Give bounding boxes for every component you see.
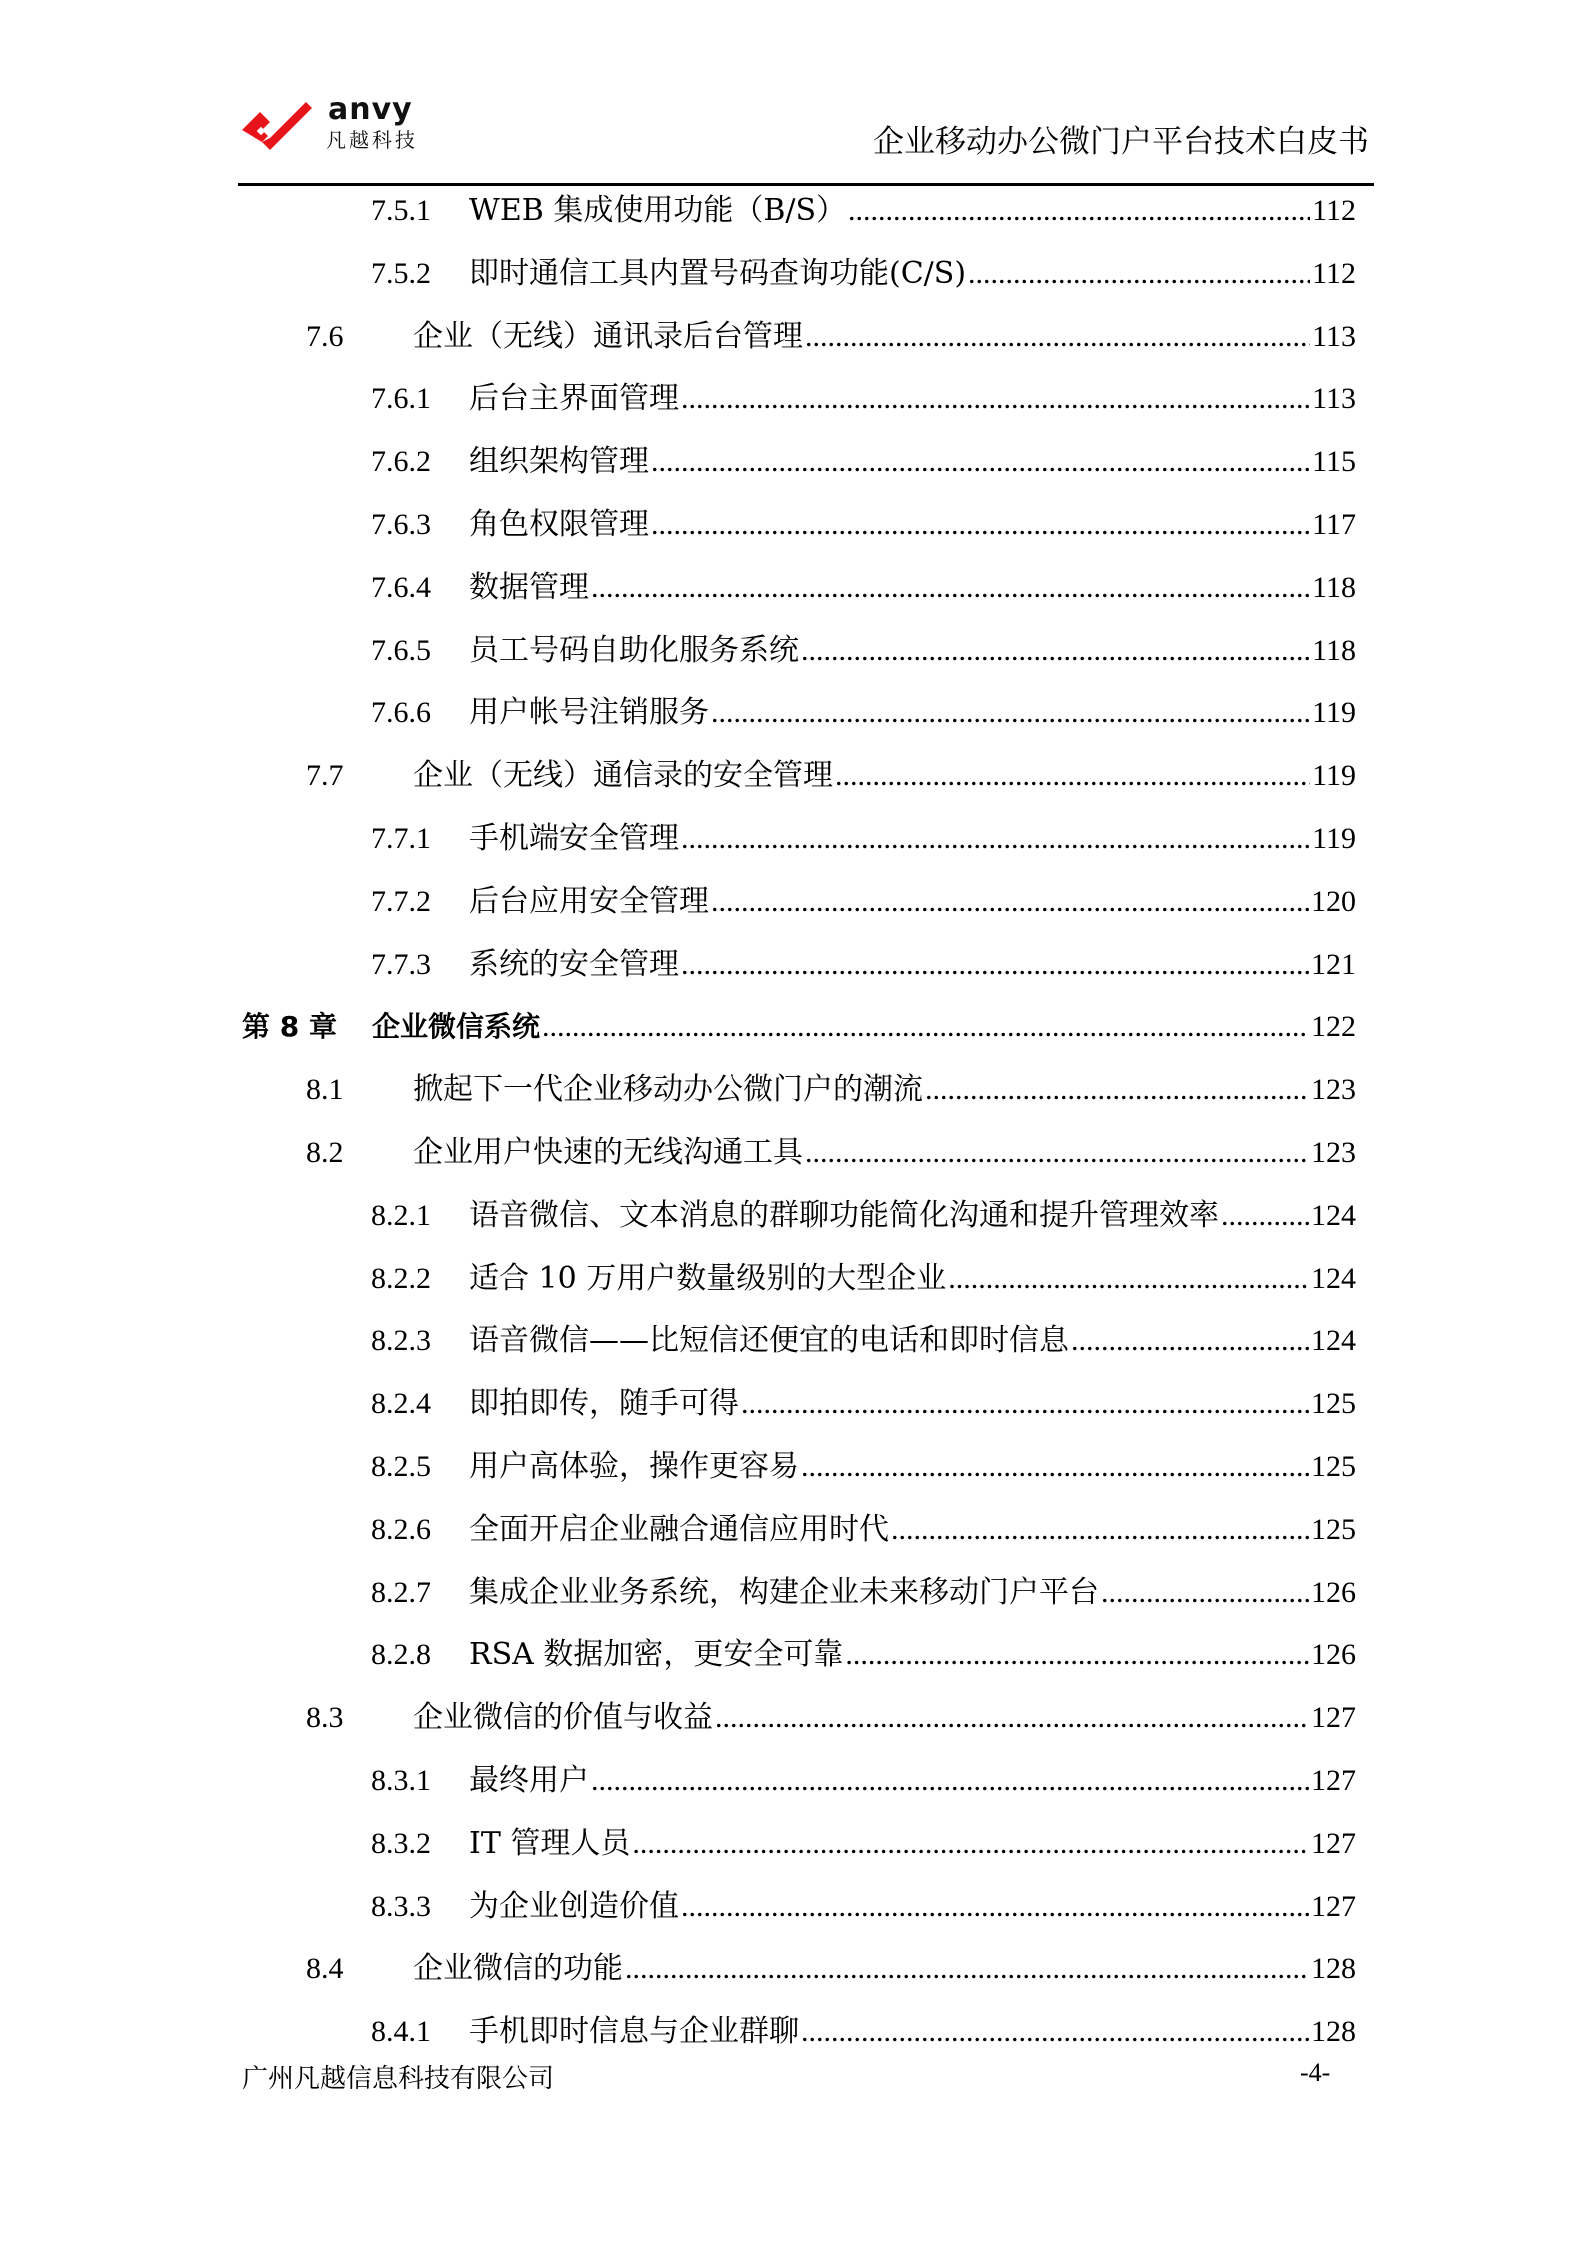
toc-entry[interactable] <box>371 568 1356 608</box>
toc-entry-page: 124 <box>1311 1198 1356 1232</box>
toc-entry[interactable] <box>306 317 1356 357</box>
toc-entry-number: 7.7.3 <box>371 947 431 981</box>
toc-entry-title: 企业微信的价值与收益 <box>413 1700 713 1736</box>
toc-entry[interactable] <box>371 1259 1356 1299</box>
dot-leader <box>891 1510 1309 1550</box>
dot-leader <box>805 1133 1309 1173</box>
dot-leader <box>1071 1321 1309 1361</box>
toc-entry[interactable] <box>306 1133 1356 1173</box>
dot-leader <box>1101 1573 1309 1613</box>
toc-entry-page: 126 <box>1311 1575 1356 1609</box>
toc-entry-number: 8.2.6 <box>371 1512 431 1546</box>
toc-entry[interactable] <box>371 1384 1356 1424</box>
toc-entry-page: 127 <box>1311 1764 1356 1797</box>
toc-entry-page: 124 <box>1311 1324 1356 1358</box>
toc-entry[interactable] <box>371 1761 1356 1801</box>
toc-entry[interactable] <box>371 1635 1356 1675</box>
toc-entry-page: 125 <box>1311 1450 1356 1483</box>
toc-entry-page: 115 <box>1312 445 1356 479</box>
toc-entry-number: 7.6.6 <box>371 696 431 730</box>
toc-entry-title: 企业（无线）通讯录后台管理 <box>413 318 803 354</box>
logo-chinese-name: 凡越科技 <box>326 128 418 152</box>
toc-entry-title: 集成企业业务系统，构建企业未来移动门户平台 <box>469 1574 1099 1610</box>
toc-entry-page: 125 <box>1311 1387 1356 1421</box>
dot-leader <box>968 254 1310 294</box>
toc-entry-title: 后台应用安全管理 <box>469 883 709 919</box>
toc-entry[interactable] <box>371 1321 1356 1361</box>
toc-entry-number: 8.2.8 <box>371 1638 431 1672</box>
toc-entry-number: 7.6.4 <box>371 570 431 604</box>
toc-entry[interactable] <box>306 1698 1356 1738</box>
toc-entry[interactable] <box>371 1510 1356 1550</box>
company-logo <box>240 92 440 158</box>
toc-entry-title: 最终用户 <box>469 1763 589 1798</box>
toc-entry-title: 数据管理 <box>469 569 589 605</box>
toc-entry-page: 124 <box>1311 1261 1356 1295</box>
anvy-logo-icon <box>240 102 326 154</box>
dot-leader <box>681 945 1309 985</box>
toc-entry-title: 企业微信系统 <box>372 1010 541 1044</box>
toc-entry-title: 手机端安全管理 <box>469 821 679 856</box>
toc-entry-page: 117 <box>1312 508 1356 541</box>
dot-leader <box>848 191 1310 231</box>
dot-leader <box>741 1384 1309 1424</box>
toc-entry[interactable] <box>371 882 1356 922</box>
toc-entry-number: 8.3.3 <box>371 1889 431 1923</box>
toc-entry-title: 全面开启企业融合通信应用时代 <box>469 1511 889 1547</box>
toc-entry-number: 7.6.3 <box>371 508 431 541</box>
document-title: 企业移动办公微门户平台技术白皮书 <box>873 124 1369 160</box>
toc-entry-page: 118 <box>1312 633 1356 667</box>
toc-entry-page: 112 <box>1312 256 1356 290</box>
dot-leader <box>948 1259 1309 1299</box>
toc-entry-title: 语音微信——比短信还便宜的电话和即时信息 <box>469 1323 1069 1359</box>
toc-entry[interactable] <box>371 631 1356 671</box>
toc-entry[interactable] <box>371 1824 1356 1864</box>
toc-entry-title: 手机即时信息与企业群聊 <box>469 2014 799 2050</box>
dot-leader <box>591 568 1310 608</box>
toc-entry-title: 员工号码自助化服务系统 <box>469 632 799 668</box>
toc-entry[interactable] <box>371 1573 1356 1613</box>
toc-entry[interactable] <box>371 2012 1356 2052</box>
toc-entry-page: 113 <box>1312 319 1356 353</box>
toc-entry-number: 7.7.2 <box>371 884 431 918</box>
toc-entry[interactable] <box>371 1447 1356 1487</box>
toc-entry-title: 组织架构管理 <box>469 444 649 480</box>
toc-entry-title: 即时通信工具内置号码查询功能(C/S) <box>469 255 967 291</box>
toc-entry-page: 126 <box>1311 1638 1356 1672</box>
toc-entry-page: 128 <box>1311 2015 1356 2049</box>
toc-entry-number: 7.6.2 <box>371 445 431 479</box>
dot-leader <box>925 1070 1309 1110</box>
dot-leader <box>711 693 1310 733</box>
toc-entry-page: 113 <box>1312 382 1356 416</box>
toc-entry-page: 112 <box>1312 194 1356 227</box>
toc-entry-page: 122 <box>1311 1010 1356 1044</box>
toc-entry-page: 128 <box>1311 1952 1356 1986</box>
toc-entry-number: 8.2.5 <box>371 1450 431 1483</box>
dot-leader <box>681 1887 1309 1927</box>
toc-entry-page: 118 <box>1312 570 1356 604</box>
toc-entry-number: 8.2.2 <box>371 1261 431 1295</box>
toc-entry-page: 119 <box>1312 759 1356 793</box>
dot-leader <box>591 1761 1309 1801</box>
toc-entry-number: 7.6.5 <box>371 633 431 667</box>
toc-entry-page: 123 <box>1311 1136 1356 1169</box>
toc-entry-number: 8.3.2 <box>371 1826 431 1860</box>
toc-entry-number: 8.2.3 <box>371 1324 431 1358</box>
toc-entry-title: 企业微信的功能 <box>413 1951 623 1987</box>
toc-entry[interactable] <box>371 1196 1356 1236</box>
toc-entry-number: 7.6.1 <box>371 382 431 416</box>
toc-entry-page: 119 <box>1312 696 1356 730</box>
toc-entry-number: 7.5.2 <box>371 256 431 290</box>
toc-entry-title: 后台主界面管理 <box>469 381 679 417</box>
toc-entry-page: 127 <box>1311 1826 1356 1860</box>
toc-entry-title: 角色权限管理 <box>469 507 649 542</box>
toc-entry-page: 127 <box>1311 1889 1356 1923</box>
toc-entry-number: 7.6 <box>306 319 344 353</box>
toc-entry-page: 127 <box>1311 1701 1356 1735</box>
toc-entry-title: 适合 10 万用户数量级别的大型企业 <box>469 1260 947 1296</box>
toc-entry-page: 121 <box>1311 947 1356 981</box>
dot-leader <box>845 1635 1309 1675</box>
toc-entry-number: 第 8 章 <box>242 1010 337 1044</box>
toc-entry-title: 系统的安全管理 <box>469 946 679 982</box>
toc-entry-page: 119 <box>1312 822 1356 855</box>
dot-leader <box>651 505 1310 545</box>
toc-entry-number: 7.7.1 <box>371 822 431 855</box>
footer-company: 广州凡越信息科技有限公司 <box>242 2064 555 2094</box>
toc-entry[interactable] <box>306 1949 1356 1989</box>
logo-wordmark: anvy <box>328 92 413 127</box>
dot-leader <box>625 1949 1309 1989</box>
dot-leader <box>715 1698 1309 1738</box>
toc-entry-page: 125 <box>1311 1512 1356 1546</box>
toc-entry[interactable] <box>306 756 1356 796</box>
toc-entry[interactable] <box>371 379 1356 419</box>
toc-entry-title: 用户高体验，操作更容易 <box>469 1449 799 1484</box>
toc-entry[interactable] <box>371 254 1356 294</box>
toc-entry[interactable] <box>371 505 1356 545</box>
toc-entry-title: 企业用户快速的无线沟通工具 <box>413 1135 803 1170</box>
toc-entry-number: 8.4 <box>306 1952 344 1986</box>
toc-entry[interactable] <box>371 819 1356 859</box>
toc-entry-title: IT 管理人员 <box>469 1825 631 1861</box>
toc-entry[interactable] <box>371 1887 1356 1927</box>
toc-entry-number: 8.2.4 <box>371 1387 431 1421</box>
dot-leader <box>801 1447 1309 1487</box>
dot-leader <box>681 819 1310 859</box>
dot-leader <box>801 631 1310 671</box>
toc-entry-title: WEB 集成使用功能（B/S） <box>469 193 847 228</box>
footer-page-number: -4- <box>1300 2058 1331 2087</box>
dot-leader <box>1221 1196 1309 1236</box>
toc-entry-number: 7.7 <box>306 759 344 793</box>
toc-entry-title: 为企业创造价值 <box>469 1888 679 1924</box>
toc-entry-title: 语音微信、文本消息的群聊功能简化沟通和提升管理效率 <box>469 1197 1219 1233</box>
toc-entry-page: 120 <box>1311 884 1356 918</box>
toc-entry-number: 8.3 <box>306 1701 344 1735</box>
toc-entry[interactable] <box>371 693 1356 733</box>
toc-entry[interactable] <box>371 945 1356 985</box>
dot-leader <box>681 379 1310 419</box>
toc-entry-number: 8.4.1 <box>371 2015 431 2049</box>
dot-leader <box>651 442 1310 482</box>
header-divider <box>238 183 1374 186</box>
dot-leader <box>805 317 1310 357</box>
toc-entry-number: 8.2.1 <box>371 1198 431 1232</box>
toc-entry-number: 8.2 <box>306 1136 344 1169</box>
toc-entry-title: 掀起下一代企业移动办公微门户的潮流 <box>413 1072 923 1108</box>
dot-leader <box>542 1007 1309 1047</box>
toc-entry[interactable] <box>371 442 1356 482</box>
dot-leader <box>801 2012 1309 2052</box>
toc-entry-page: 123 <box>1311 1073 1356 1107</box>
toc-entry-number: 8.3.1 <box>371 1764 431 1797</box>
dot-leader <box>835 756 1310 796</box>
toc-entry-number: 8.2.7 <box>371 1575 431 1609</box>
dot-leader <box>711 882 1309 922</box>
dot-leader <box>632 1824 1309 1864</box>
toc-entry-title: 用户帐号注销服务 <box>469 695 709 731</box>
toc-entry-title: 即拍即传，随手可得 <box>469 1386 739 1422</box>
toc-entry-title: RSA 数据加密，更安全可靠 <box>469 1637 844 1673</box>
toc-entry-number: 8.1 <box>306 1073 344 1107</box>
toc-entry[interactable] <box>306 1070 1356 1110</box>
toc-entry[interactable] <box>242 1007 1356 1047</box>
toc-entry-number: 7.5.1 <box>371 194 431 227</box>
toc-entry[interactable] <box>371 191 1356 231</box>
toc-entry-title: 企业（无线）通信录的安全管理 <box>413 758 833 794</box>
